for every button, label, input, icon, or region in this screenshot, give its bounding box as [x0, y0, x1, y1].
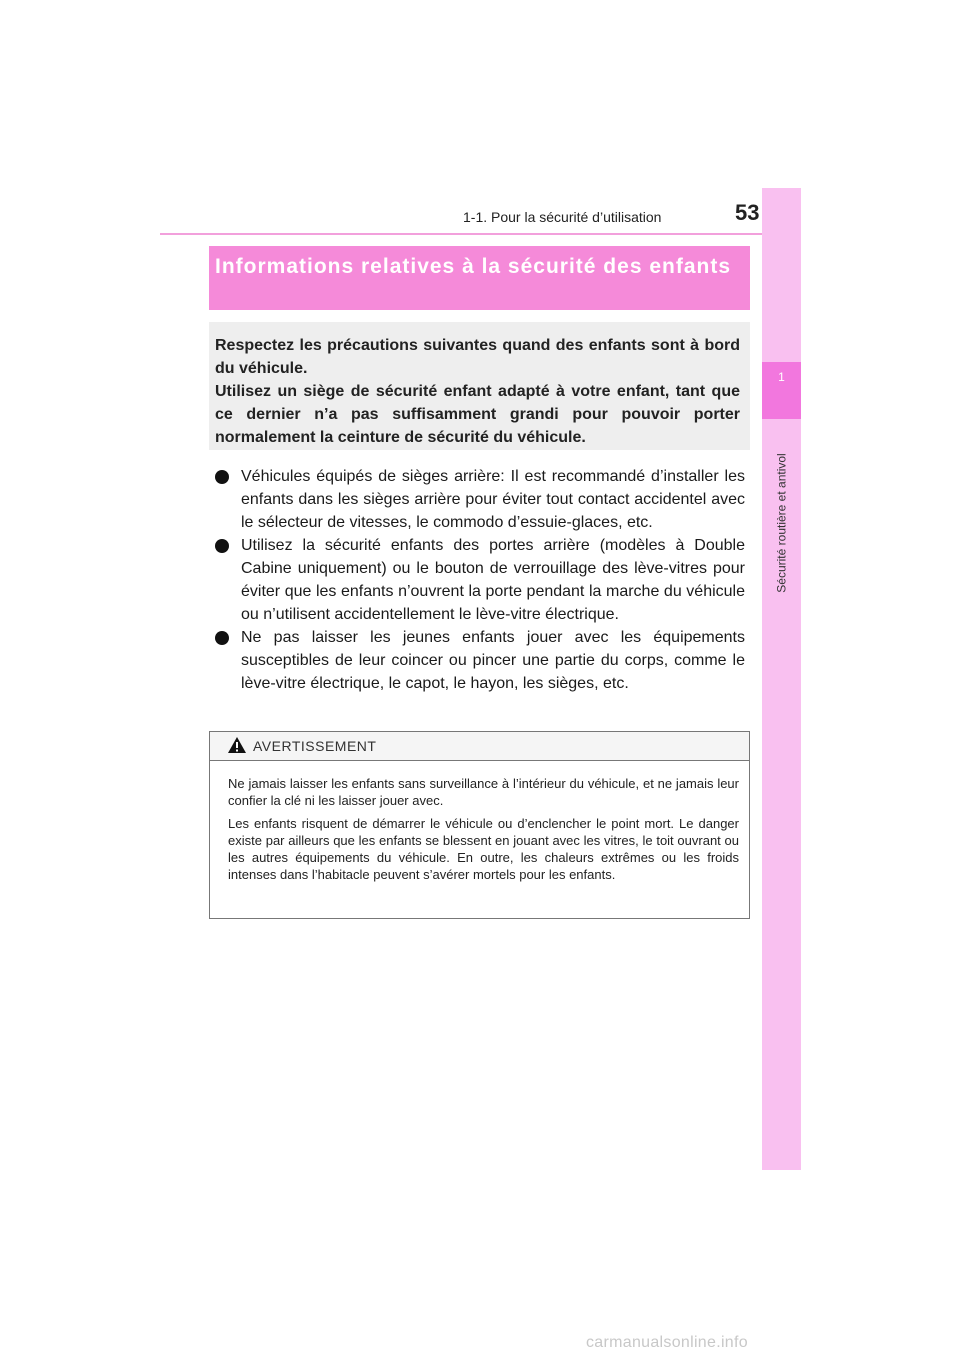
- intro-paragraph: Utilisez un siège de sécurité enfant adapté à votre enfant, tant que ce dernier n’a pas suffisamment grandi pour pouvoir porter normalement la ceinture de sécurité du véhicule.: [215, 383, 740, 446]
- chapter-side-tab: [762, 188, 801, 1170]
- section-label: 1-1. Pour la sécurité d’utilisation: [463, 209, 662, 225]
- warning-box: [209, 731, 750, 919]
- list-item-text: Ne pas laisser les jeunes enfants jouer avec les équipements susceptibles de leur coincer ou pincer une partie du corps, comme le lève-vitre électrique, le capot, le hayon, les sièges, etc.: [241, 629, 745, 692]
- bullet-icon: [215, 470, 229, 484]
- warning-paragraph: Ne jamais laisser les enfants sans surveillance à l’intérieur du véhicule, et ne jamais leur confier la clé ni les laisser jouer avec.: [228, 776, 739, 808]
- list-item-text: Véhicules équipés de sièges arrière: Il est recommandé d’installer les enfants dans les sièges arrière pour éviter tout contact accidentel avec le sélecteur de vitesses, le commodo d’essuie-glaces, etc.: [241, 468, 745, 531]
- list-item: [213, 534, 745, 626]
- bullet-icon: [215, 539, 229, 553]
- warning-paragraph: Les enfants risquent de démarrer le véhicule ou d’enclencher le point mort. Le danger existe par ailleurs que les enfants se blessent en jouant avec les vitres, le toit ouvrant ou les autres équipements du véhicule. En outre, les chaleurs extrêmes ou les froids intenses dans l’habitacle peuvent s’avérer mortels pour les enfants.: [228, 816, 739, 882]
- list-item-text: Utilisez la sécurité enfants des portes arrière (modèles à Double Cabine uniquement) ou le bouton de verrouillage des lève-vitres pour éviter que les enfants n’ouvrent la porte pendant la marche du véhicule ou n’utilisent accidentellement le lève-vitre électrique.: [241, 537, 745, 623]
- page-number: 53: [735, 200, 760, 225]
- list-item: [213, 465, 745, 534]
- chapter-number: 1: [762, 362, 801, 419]
- bullet-icon: [215, 631, 229, 645]
- chapter-title-text: Sécurité routière et antivol: [774, 452, 789, 593]
- intro-paragraph: Respectez les précautions suivantes quand des enfants sont à bord du véhicule.: [215, 337, 740, 377]
- list-item: [213, 626, 745, 695]
- section-title-bar: [209, 246, 750, 310]
- chapter-title: [760, 430, 803, 615]
- warning-body: [210, 761, 749, 883]
- footer-watermark: carmanualsonline.info: [586, 1334, 748, 1351]
- intro-box: [209, 322, 750, 450]
- bullet-list: [213, 465, 745, 695]
- header-rule: [160, 233, 800, 235]
- section-title: Informations relatives à la sécurité des enfants: [215, 255, 732, 278]
- warning-title: AVERTISSEMENT: [253, 738, 377, 754]
- warning-triangle-icon: [227, 736, 247, 754]
- warning-header: [210, 732, 749, 761]
